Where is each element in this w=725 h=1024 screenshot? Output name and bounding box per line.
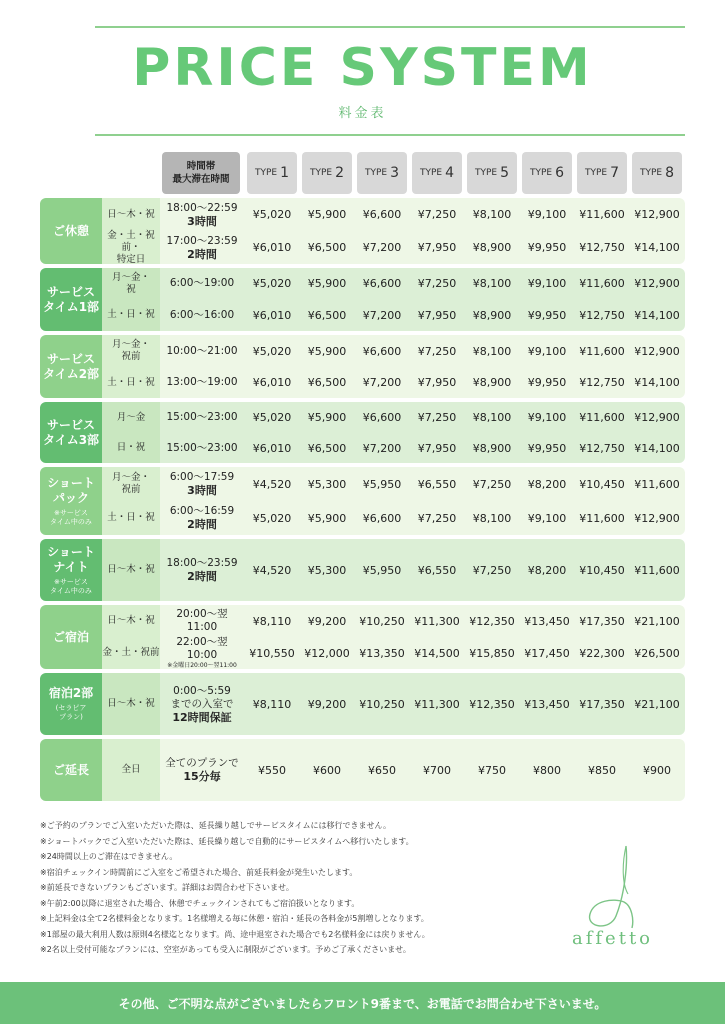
group-label: 宿泊2部 (セラピア プラン) xyxy=(40,673,102,735)
price-cell-type-4: ¥7,250 xyxy=(417,344,457,358)
price-cell-type-1: ¥550 xyxy=(258,763,286,777)
price-cell-type-7: ¥12,750 xyxy=(579,376,625,389)
price-cell-type-8: ¥14,100 xyxy=(634,441,680,455)
price-cell-type-1: ¥10,550 xyxy=(249,646,295,660)
price-cell-type-6: ¥9,100 xyxy=(527,511,567,525)
group-note: ※サービス タイム中のみ xyxy=(50,508,92,526)
price-cell-type-2: ¥6,500 xyxy=(307,376,347,389)
price-cell-type-4: ¥7,950 xyxy=(417,241,457,254)
time-cell: 22:00〜翌10:00 ※金曜日20:00〜翌11:00 xyxy=(167,636,237,669)
price-group xyxy=(40,467,685,535)
day-cell: 日〜木・祝 xyxy=(102,539,160,601)
notes-list xyxy=(40,818,560,958)
price-cell-type-3: ¥5,950 xyxy=(362,563,402,577)
price-row xyxy=(102,637,685,669)
price-group xyxy=(40,739,685,801)
time-header: 時間帯 最大滞在時間 xyxy=(162,152,240,194)
price-cell-type-1: ¥5,020 xyxy=(252,277,292,290)
price-cell-type-7: ¥11,600 xyxy=(579,277,625,290)
price-row xyxy=(102,467,685,501)
price-row xyxy=(102,268,685,299)
price-cell-type-3: ¥10,250 xyxy=(359,697,405,711)
time-cell: 6:00〜19:00 xyxy=(169,277,235,289)
price-cell-type-6: ¥17,450 xyxy=(524,646,570,660)
price-cell-type-8: ¥21,100 xyxy=(634,614,680,628)
price-cell-type-8: ¥21,100 xyxy=(634,697,680,711)
price-cell-type-4: ¥6,550 xyxy=(417,477,457,491)
price-cell-type-5: ¥8,100 xyxy=(472,511,512,525)
time-cell: 6:00〜16:59 2時間 xyxy=(169,505,235,531)
price-cell-type-3: ¥6,600 xyxy=(362,277,402,290)
price-cell-type-2: ¥9,200 xyxy=(307,614,347,628)
price-cell-type-1: ¥4,520 xyxy=(252,477,292,491)
price-cell-type-5: ¥12,350 xyxy=(469,614,515,628)
price-row xyxy=(102,231,685,264)
price-group xyxy=(40,268,685,331)
day-cell: 土・日・祝 xyxy=(102,501,160,535)
price-cell-type-1: ¥4,520 xyxy=(252,563,292,577)
price-cell-type-4: ¥11,300 xyxy=(414,614,460,628)
price-cell-type-1: ¥5,020 xyxy=(252,344,292,358)
note-item: ※宿泊チェックイン時間前にご入室をご希望された場合、前延長料金が発生いたします。 xyxy=(40,867,358,877)
price-cell-type-5: ¥8,900 xyxy=(472,308,512,322)
time-cell: 18:00〜22:59 3時間 xyxy=(166,201,238,228)
price-cell-type-4: ¥7,950 xyxy=(417,376,457,389)
price-cell-type-1: ¥5,020 xyxy=(252,208,292,221)
price-cell-type-4: ¥7,950 xyxy=(417,441,457,455)
time-cell: 15:00〜23:00 xyxy=(166,441,238,454)
price-cell-type-8: ¥14,100 xyxy=(634,241,680,254)
logo-text: affetto xyxy=(572,928,654,949)
price-cell-type-4: ¥7,250 xyxy=(417,277,457,290)
price-cell-type-5: ¥7,250 xyxy=(472,563,512,577)
price-cell-type-6: ¥8,200 xyxy=(527,477,567,491)
price-cell-type-6: ¥13,450 xyxy=(524,614,570,628)
price-row xyxy=(102,605,685,637)
group-label: サービス タイム1部 xyxy=(40,268,102,331)
group-note: (セラピア プラン) xyxy=(55,704,87,721)
price-row xyxy=(102,433,685,463)
time-cell: 20:00〜翌11:00 xyxy=(176,608,228,633)
price-row xyxy=(102,673,685,735)
price-cell-type-8: ¥12,900 xyxy=(634,411,680,424)
price-cell-type-3: ¥10,250 xyxy=(359,614,405,628)
price-cell-type-5: ¥8,100 xyxy=(472,277,512,290)
price-cell-type-2: ¥12,000 xyxy=(304,646,350,660)
price-row xyxy=(102,299,685,331)
price-cell-type-1: ¥5,020 xyxy=(252,511,292,525)
price-cell-type-4: ¥7,250 xyxy=(417,208,457,221)
time-cell: 15:00〜23:00 xyxy=(166,411,238,423)
day-cell: 日〜木・祝 xyxy=(102,673,160,735)
price-cell-type-3: ¥6,600 xyxy=(362,344,402,358)
type-header-2: TYPE 2 xyxy=(302,152,352,194)
price-cell-type-6: ¥8,200 xyxy=(527,563,567,577)
type-header-5: TYPE 5 xyxy=(467,152,517,194)
type-header-3: TYPE 3 xyxy=(357,152,407,194)
price-cell-type-8: ¥14,100 xyxy=(634,308,680,322)
group-label: サービス タイム2部 xyxy=(40,335,102,398)
price-cell-type-6: ¥9,950 xyxy=(527,376,567,389)
price-cell-type-4: ¥7,950 xyxy=(417,308,457,322)
group-note: ※サービス タイム中のみ xyxy=(50,577,92,595)
price-cell-type-6: ¥9,950 xyxy=(527,441,567,455)
price-cell-type-5: ¥8,100 xyxy=(472,411,512,424)
price-cell-type-8: ¥11,600 xyxy=(634,477,680,491)
day-cell: 月〜金・ 祝前 xyxy=(102,335,160,367)
price-cell-type-5: ¥12,350 xyxy=(469,697,515,711)
time-cell: 17:00〜23:59 2時間 xyxy=(166,234,238,261)
price-cell-type-2: ¥9,200 xyxy=(307,697,347,711)
footer-banner: その他、ご不明な点がございましたらフロント9番まで、お電話でお問合わせ下さいませ。 xyxy=(0,982,725,1024)
note-item: ※上記料金は全て2名様料金となります。1名様増える毎に休憩・宿泊・延長の各料金が5割増しとなります。 xyxy=(40,914,429,923)
price-cell-type-2: ¥5,900 xyxy=(307,277,347,290)
day-cell: 土・日・祝 xyxy=(102,367,160,398)
price-cell-type-5: ¥8,100 xyxy=(472,208,512,221)
price-cell-type-7: ¥12,750 xyxy=(579,441,625,455)
price-cell-type-6: ¥9,950 xyxy=(527,308,567,322)
day-cell: 日・祝 xyxy=(102,433,160,463)
price-cell-type-6: ¥9,950 xyxy=(527,241,567,254)
price-cell-type-7: ¥17,350 xyxy=(579,697,625,711)
price-cell-type-2: ¥5,900 xyxy=(307,344,347,358)
type-header-6: TYPE 6 xyxy=(522,152,572,194)
price-cell-type-7: ¥17,350 xyxy=(579,614,625,628)
note-item: ※ご予約のプランでご入室いただいた際は、延長繰り越しでサービスタイムには移行できません。 xyxy=(40,821,392,830)
type-header-4: TYPE 4 xyxy=(412,152,462,194)
price-cell-type-1: ¥6,010 xyxy=(252,441,292,455)
price-cell-type-2: ¥600 xyxy=(313,763,341,777)
price-cell-type-4: ¥6,550 xyxy=(417,563,457,577)
price-cell-type-5: ¥8,900 xyxy=(472,441,512,455)
page-title: PRICE SYSTEM xyxy=(132,38,593,98)
price-cell-type-7: ¥11,600 xyxy=(579,511,625,525)
price-row xyxy=(102,739,685,801)
group-label: サービス タイム3部 xyxy=(40,402,102,463)
time-cell: 13:00〜19:00 xyxy=(166,376,238,388)
price-cell-type-5: ¥7,250 xyxy=(472,477,512,491)
price-cell-type-2: ¥5,300 xyxy=(307,563,347,577)
price-cell-type-6: ¥9,100 xyxy=(527,208,567,221)
day-cell: 全日 xyxy=(102,739,160,801)
price-cell-type-4: ¥14,500 xyxy=(414,646,460,660)
price-row xyxy=(102,367,685,398)
price-row xyxy=(102,539,685,601)
price-cell-type-1: ¥6,010 xyxy=(252,308,292,322)
day-cell: 月〜金 xyxy=(102,402,160,433)
price-row xyxy=(102,198,685,231)
price-group xyxy=(40,198,685,264)
price-cell-type-5: ¥8,900 xyxy=(472,376,512,389)
type-header-8: TYPE 8 xyxy=(632,152,682,194)
price-cell-type-8: ¥900 xyxy=(643,763,671,777)
price-cell-type-7: ¥12,750 xyxy=(579,308,625,322)
price-cell-type-1: ¥8,110 xyxy=(252,697,292,711)
price-cell-type-7: ¥11,600 xyxy=(579,344,625,358)
time-cell: 6:00〜16:00 xyxy=(169,308,235,321)
group-label: ご延長 xyxy=(40,739,102,801)
price-group xyxy=(40,605,685,669)
price-group xyxy=(40,673,685,735)
price-group xyxy=(40,539,685,601)
top-rule xyxy=(95,26,685,28)
price-cell-type-7: ¥10,450 xyxy=(579,477,625,491)
price-cell-type-4: ¥11,300 xyxy=(414,697,460,711)
price-cell-type-8: ¥12,900 xyxy=(634,277,680,290)
price-cell-type-6: ¥9,100 xyxy=(527,344,567,358)
time-cell: 0:00〜5:59 までの入室で 12時間保証 xyxy=(170,684,234,724)
note-item: ※ショートパックでご入室いただいた際は、延長繰り越しで自動的にサービスタイムへ移行いたします。 xyxy=(40,836,414,846)
price-cell-type-1: ¥6,010 xyxy=(252,376,292,389)
price-row xyxy=(102,335,685,367)
bottom-rule xyxy=(95,134,685,136)
price-cell-type-3: ¥6,600 xyxy=(362,208,402,221)
price-cell-type-6: ¥9,100 xyxy=(527,277,567,290)
note-item: ※24時間以上のご滞在はできません。 xyxy=(40,852,178,861)
time-cell: 10:00〜21:00 xyxy=(166,344,238,357)
price-cell-type-8: ¥11,600 xyxy=(634,563,680,577)
price-cell-type-6: ¥800 xyxy=(533,763,561,777)
price-cell-type-1: ¥5,020 xyxy=(252,411,292,424)
price-cell-type-4: ¥700 xyxy=(423,763,451,777)
price-cell-type-6: ¥9,100 xyxy=(527,411,567,424)
price-cell-type-2: ¥5,300 xyxy=(307,477,347,491)
price-cell-type-3: ¥7,200 xyxy=(362,441,402,455)
price-cell-type-1: ¥8,110 xyxy=(252,614,292,628)
day-cell: 金・土・祝前・ 特定日 xyxy=(102,231,160,264)
price-cell-type-8: ¥12,900 xyxy=(634,511,680,525)
price-cell-type-3: ¥650 xyxy=(368,763,396,777)
group-label: ご休憩 xyxy=(40,198,102,264)
note-item: ※前延長できないプランもございます。詳細はお問合わせ下さいませ。 xyxy=(40,883,294,892)
type-header-7: TYPE 7 xyxy=(577,152,627,194)
time-cell: 6:00〜17:59 3時間 xyxy=(169,471,235,497)
note-item: ※2名以上受付可能なプランには、空室があっても受入に制限がございます。予めご了承くださいませ。 xyxy=(40,945,411,954)
page-subtitle: 料金表 xyxy=(338,106,387,121)
price-cell-type-8: ¥14,100 xyxy=(634,376,680,389)
price-cell-type-2: ¥6,500 xyxy=(307,241,347,254)
day-cell: 月〜金・ 祝前 xyxy=(102,467,160,501)
price-cell-type-6: ¥13,450 xyxy=(524,697,570,711)
price-cell-type-5: ¥8,100 xyxy=(472,344,512,358)
price-cell-type-8: ¥26,500 xyxy=(634,646,680,660)
group-label: ショート ナイト ※サービス タイム中のみ xyxy=(40,539,102,601)
day-cell: 金・土・祝前 xyxy=(102,637,160,669)
group-label: ショート パック ※サービス タイム中のみ xyxy=(40,467,102,535)
price-cell-type-1: ¥6,010 xyxy=(252,241,292,254)
price-group xyxy=(40,402,685,463)
price-cell-type-4: ¥7,250 xyxy=(417,411,457,424)
price-cell-type-3: ¥7,200 xyxy=(362,241,402,254)
price-cell-type-3: ¥7,200 xyxy=(362,376,402,389)
price-cell-type-7: ¥12,750 xyxy=(579,241,625,254)
note-item: ※1部屋の最大利用人数は原則4名様迄となります。尚、途中退室された場合でも2名様料金には戻りません。 xyxy=(40,929,430,939)
day-cell: 月〜金・ 祝 xyxy=(102,268,160,299)
time-cell: 18:00〜23:59 2時間 xyxy=(166,557,238,583)
note-item: ※午前2:00以降に退室された場合、休憩でチェックインされてもご宿泊扱いとなります。 xyxy=(40,898,360,908)
price-cell-type-7: ¥11,600 xyxy=(579,411,625,424)
price-cell-type-3: ¥6,600 xyxy=(362,411,402,424)
price-cell-type-7: ¥22,300 xyxy=(579,646,625,660)
group-label: ご宿泊 xyxy=(40,605,102,669)
price-row xyxy=(102,501,685,535)
price-cell-type-3: ¥6,600 xyxy=(362,511,402,525)
price-cell-type-8: ¥12,900 xyxy=(634,208,680,221)
price-cell-type-8: ¥12,900 xyxy=(634,344,680,358)
price-cell-type-2: ¥5,900 xyxy=(307,208,347,221)
day-cell: 日〜木・祝 xyxy=(102,605,160,637)
price-cell-type-2: ¥5,900 xyxy=(307,411,347,424)
price-cell-type-3: ¥5,950 xyxy=(362,477,402,491)
price-group xyxy=(40,335,685,398)
price-cell-type-4: ¥7,250 xyxy=(417,511,457,525)
price-cell-type-7: ¥850 xyxy=(588,763,616,777)
price-cell-type-5: ¥8,900 xyxy=(472,241,512,254)
price-cell-type-2: ¥6,500 xyxy=(307,308,347,322)
price-row xyxy=(102,402,685,433)
time-cell: 全てのプランで 15分毎 xyxy=(165,757,239,783)
price-cell-type-7: ¥11,600 xyxy=(579,208,625,221)
price-cell-type-2: ¥6,500 xyxy=(307,441,347,455)
day-cell: 土・日・祝 xyxy=(102,299,160,331)
price-cell-type-2: ¥5,900 xyxy=(307,511,347,525)
price-cell-type-5: ¥15,850 xyxy=(469,646,515,660)
price-cell-type-3: ¥7,200 xyxy=(362,308,402,322)
price-cell-type-5: ¥750 xyxy=(478,763,506,777)
type-header-1: TYPE 1 xyxy=(247,152,297,194)
price-cell-type-3: ¥13,350 xyxy=(359,646,405,660)
price-cell-type-7: ¥10,450 xyxy=(579,563,625,577)
day-cell: 日〜木・祝 xyxy=(102,198,160,231)
